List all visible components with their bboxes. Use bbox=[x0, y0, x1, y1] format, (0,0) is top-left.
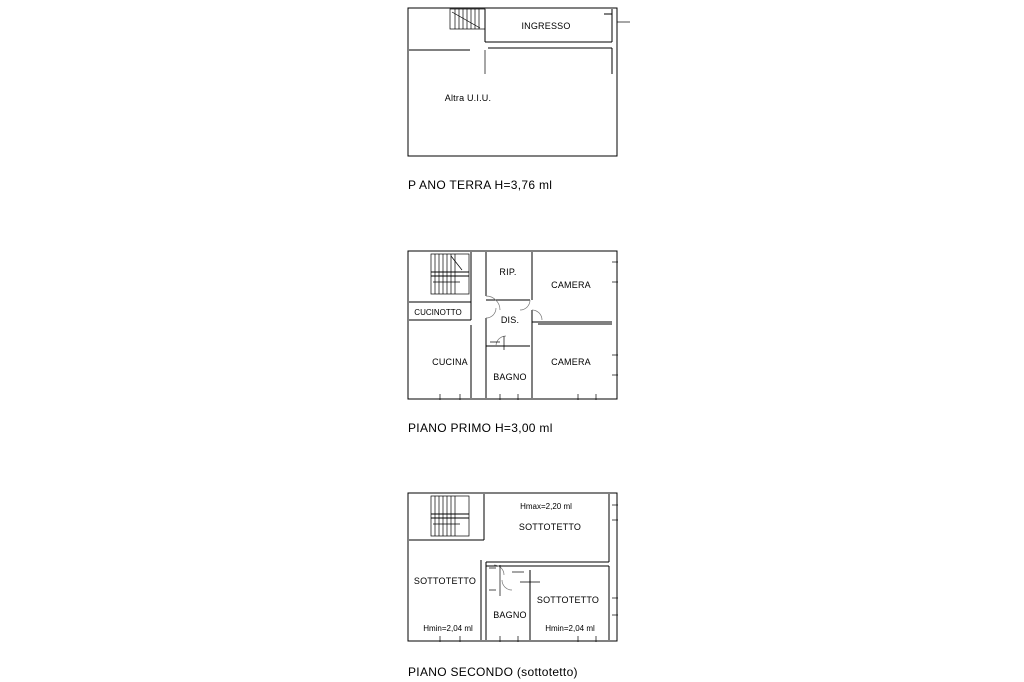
room-label-cucina: CUCINA bbox=[432, 357, 468, 367]
staircase-symbol bbox=[431, 496, 469, 536]
room-label-camera-2: CAMERA bbox=[551, 357, 591, 367]
first-floor-plan bbox=[408, 251, 618, 400]
room-label-cucinotto: CUCINOTTO bbox=[414, 308, 462, 317]
height-note-hmax: Hmax=2,20 ml bbox=[520, 502, 572, 511]
room-label-camera-1: CAMERA bbox=[551, 280, 591, 290]
room-label-sottotetto-left: SOTTOTETTO bbox=[413, 576, 477, 586]
room-label-sottotetto-right: SOTTOTETTO bbox=[536, 595, 600, 605]
room-label-bagno: BAGNO bbox=[493, 372, 527, 382]
room-label-ingresso: INGRESSO bbox=[521, 21, 571, 31]
room-label-sottotetto-top: SOTTOTETTO bbox=[518, 522, 582, 532]
room-label-altra-uiu: Altra U.I.U. bbox=[444, 93, 492, 103]
room-label-bagno-secondo: BAGNO bbox=[493, 610, 527, 620]
staircase-symbol bbox=[431, 254, 469, 294]
second-floor-plan bbox=[408, 493, 618, 642]
ground-floor-outline bbox=[408, 8, 617, 156]
room-label-dis: DIS. bbox=[500, 315, 520, 325]
room-label-rip: RIP. bbox=[499, 267, 517, 277]
caption-piano-secondo: PIANO SECONDO (sottotetto) bbox=[408, 665, 578, 679]
height-note-hmin-left: Hmin=2,04 ml bbox=[423, 624, 473, 633]
caption-piano-primo: PIANO PRIMO H=3,00 ml bbox=[408, 421, 553, 435]
height-note-hmin-right: Hmin=2,04 ml bbox=[545, 624, 595, 633]
staircase-symbol bbox=[450, 9, 485, 29]
ground-floor-plan bbox=[408, 8, 630, 156]
caption-piano-terra: P ANO TERRA H=3,76 ml bbox=[408, 178, 553, 192]
